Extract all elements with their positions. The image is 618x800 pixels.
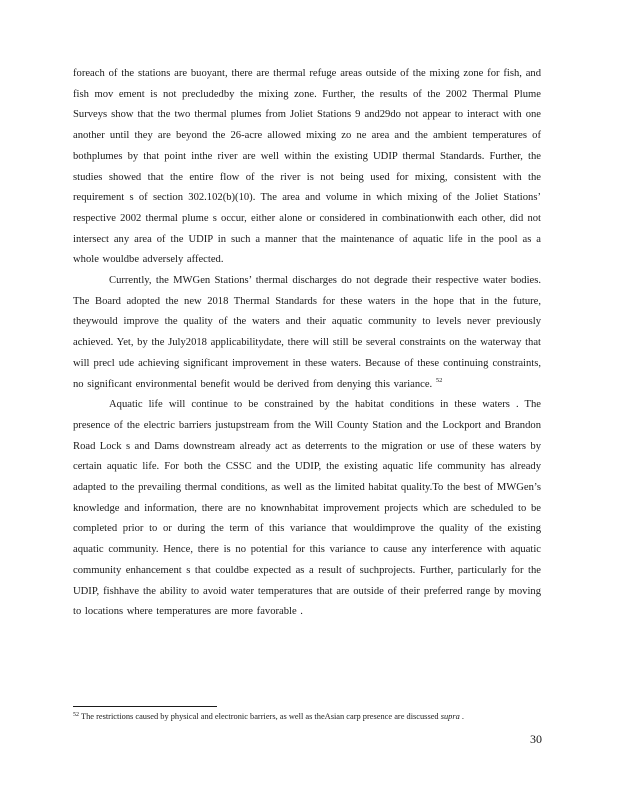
footnote-divider bbox=[73, 706, 217, 707]
paragraph-1: foreach of the stations are buoyant, there are thermal refuge areas outside of the mixing zone for fish, and fish mov ement is not precludedby the mixing zone. Further, the results of the 2002 Thermal Plume Surveys show that the two thermal plumes from Joliet Stations 9 and29do not appear to interact with one another until they are beyond the 26-acre allowed mixing zo ne area and the ambient temperatures of bothplumes by that point inthe river are well within the existing UDIP thermal Standards. Further, the studies showed that the entire flow of the river is not being used for mixing, consistent with the requirement s of section 302.102(b)(10). The area and volume in which mixing of the Joliet Stations’ respective 2002 thermal plume s occur, either alone or considered in combinationwith each other, did not intersect any area of the UDIP in such a manner that the maintenance of aquatic life in the pool as a whole wouldbe adversely affected. bbox=[73, 68, 541, 266]
footnote-text: The restrictions caused by physical and electronic barriers, as well as theAsian carp presence are discussed bbox=[80, 712, 439, 721]
paragraph-2-text: Currently, the MWGen Stations’ thermal discharges do not degrade their respective water bodies. The Board adopted the new 2018 Thermal Standards for these waters in the hope that in the future, theywould improve the quality of the waters and their aquatic community to levels never previously achieved. Yet, by the July2018 applicabilitydate, there will still be several constraints on the waterway that will precl ude achieving significant improvement in these waters. Because of these continuing constraints, no significant environmental benefit would be derived from denying this variance. bbox=[73, 275, 541, 390]
body-text bbox=[73, 64, 541, 623]
footnote-number: 52 bbox=[73, 712, 79, 718]
footnote-reference[interactable]: 52 bbox=[435, 376, 443, 384]
footnote bbox=[73, 711, 541, 722]
page-number: 30 bbox=[530, 732, 542, 746]
footnote-end: . bbox=[461, 712, 464, 721]
footnote-supra: supra bbox=[440, 712, 460, 721]
paragraph-3: Aquatic life will continue to be constrained by the habitat conditions in these waters . The presence of the electric barriers justupstream from the Will County Station and the Lockport and Brandon Road Lock s and Dams downstream already act as deterrents to the migration or use of these waters by certain aquatic life. For both the CSSC and the UDIP, the existing aquatic life community has already adapted to the prevailing thermal conditions, as well as the limited habitat quality.To the best of MWGen’s knowledge and information, there are no knownhabitat improvement projects which are scheduled to be completed prior to or during the term of this variance that wouldimprove the quality of the existing aquatic community. Hence, there is no potential for this variance to cause any interference with aquatic community enhancement s that couldbe expected as a result of suchprojects. Further, particularly for the UDIP, fishhave the ability to avoid water temperatures that are outside of their preferred range by moving to locations where temperatures are more favorable . bbox=[73, 399, 541, 618]
paragraph-2 bbox=[73, 271, 541, 395]
